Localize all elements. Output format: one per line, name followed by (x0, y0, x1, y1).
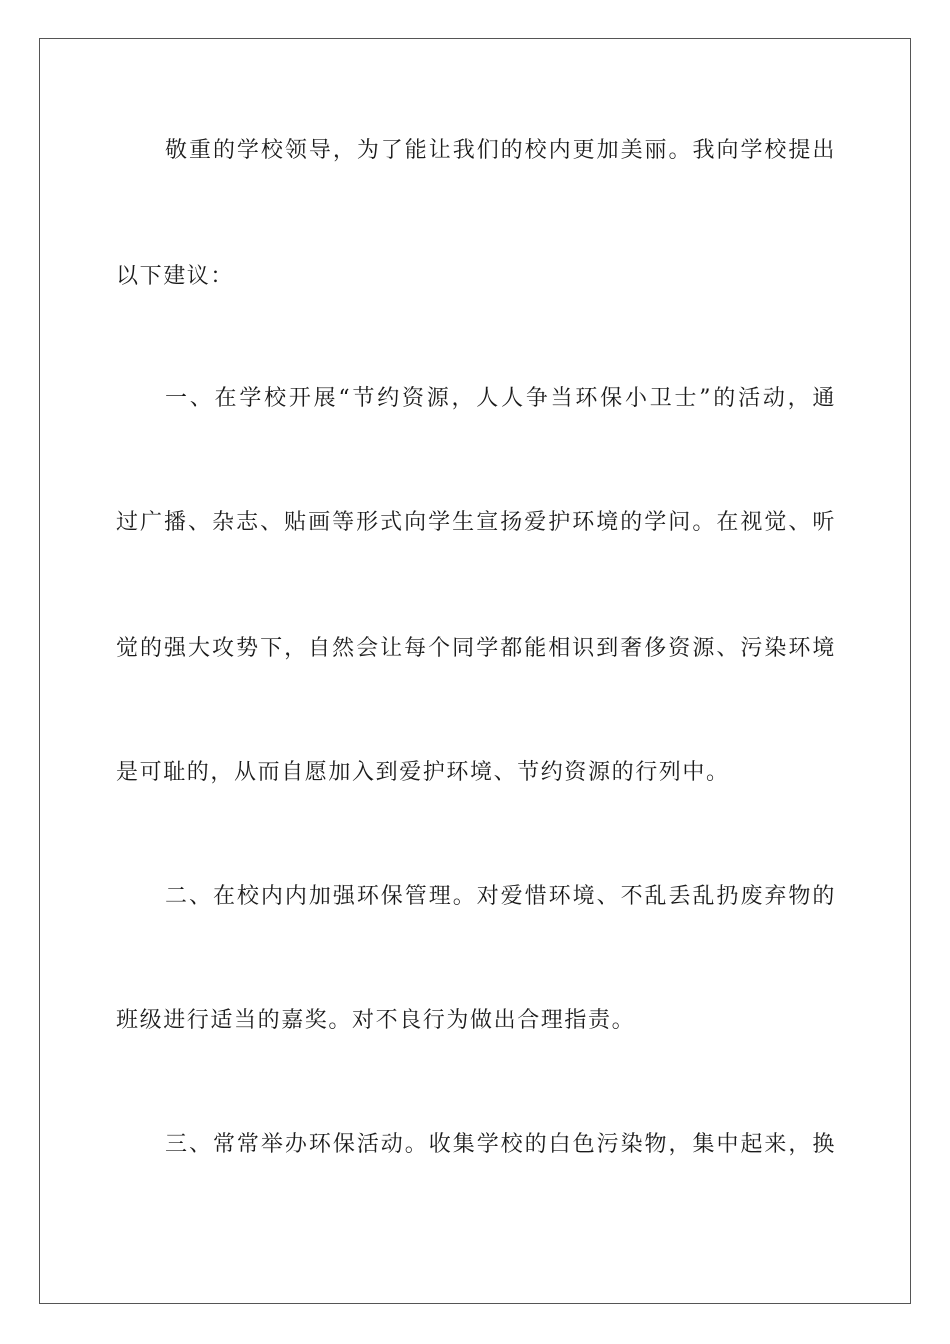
paragraph-3-line-1: 三、常常举办环保活动。收集学校的白色污染物，集中起来，换 (165, 1132, 836, 1157)
paragraph-intro-line-1: 敬重的学校领导，为了能让我们的校内更加美丽。我向学校提出 (165, 138, 836, 163)
paragraph-1-line-2: 过广播、杂志、贴画等形式向学生宣扬爱护环境的学问。在视觉、听 (116, 510, 836, 535)
paragraph-1-line-4: 是可耻的，从而自愿加入到爱护环境、节约资源的行列中。 (116, 760, 730, 785)
paragraph-2-line-2: 班级进行适当的嘉奖。对不良行为做出合理指责。 (116, 1008, 636, 1033)
paragraph-1-line-3: 觉的强大攻势下，自然会让每个同学都能相识到奢侈资源、污染环境 (116, 636, 836, 661)
paragraph-intro-line-2: 以下建议： (116, 264, 235, 289)
page-border (39, 38, 911, 1304)
paragraph-2-line-1: 二、在校内内加强环保管理。对爱惜环境、不乱丢乱扔废弃物的 (165, 884, 836, 909)
paragraph-1-line-1: 一、在学校开展“节约资源，人人争当环保小卫士”的活动，通 (165, 386, 836, 411)
